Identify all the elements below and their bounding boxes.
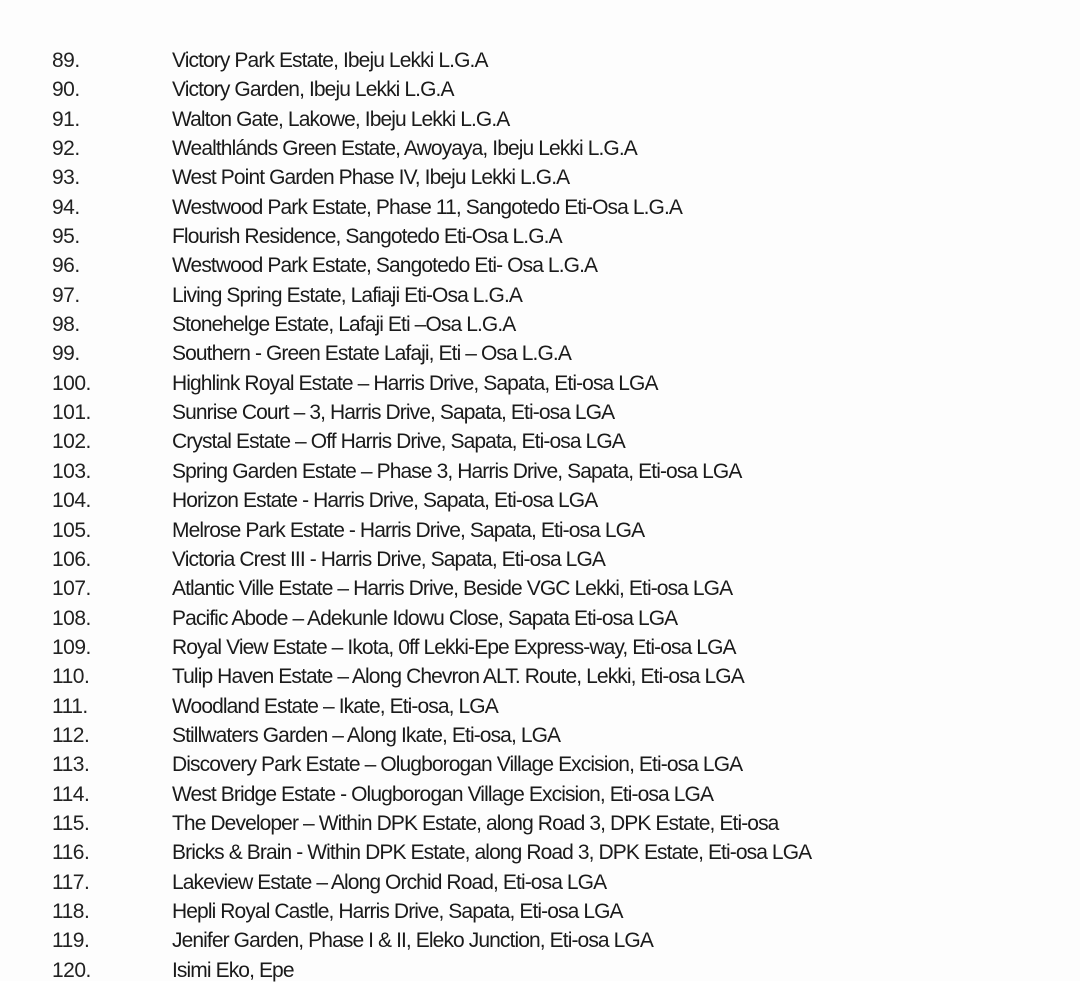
list-item	[0, 281, 1080, 310]
item-number: 99.	[52, 342, 80, 366]
item-number: 92.	[52, 137, 80, 161]
list-item	[0, 163, 1080, 192]
list-item	[0, 369, 1080, 398]
item-text: Stonehelge Estate, Lafaji Eti –Osa L.G.A	[172, 313, 516, 337]
list-item	[0, 222, 1080, 251]
item-number: 109.	[52, 635, 91, 659]
item-number: 106.	[52, 547, 91, 571]
item-number: 115.	[52, 811, 90, 835]
list-item	[0, 897, 1080, 926]
item-text: Victory Park Estate, Ibeju Lekki L.G.A	[172, 49, 488, 72]
item-number: 119.	[52, 929, 90, 953]
list-item	[0, 427, 1080, 456]
item-number: 108.	[52, 606, 91, 630]
item-number: 95.	[52, 225, 80, 249]
item-text: Westwood Park Estate, Sangotedo Eti- Osa L.G.A	[172, 254, 598, 278]
item-text: Flourish Residence, Sangotedo Eti-Osa L.G.A	[172, 225, 562, 249]
item-number: 104.	[52, 489, 91, 513]
list-item	[0, 662, 1080, 691]
item-number: 103.	[52, 459, 91, 483]
item-text: Westwood Park Estate, Phase 11, Sangotedo Eti-Osa L.G.A	[172, 195, 683, 219]
list-item	[0, 780, 1080, 809]
item-text: Hepli Royal Castle, Harris Drive, Sapata, Eti-osa LGA	[172, 899, 623, 923]
item-text: Royal View Estate – Ikota, 0ff Lekki-Epe Express-way, Eti-osa LGA	[172, 635, 736, 659]
list-item	[0, 75, 1080, 104]
item-text: Walton Gate, Lakowe, Ibeju Lekki L.G.A	[172, 107, 510, 131]
item-number: 89.	[52, 49, 80, 72]
item-number: 94.	[52, 195, 80, 219]
item-text: Lakeview Estate – Along Orchid Road, Eti-osa LGA	[172, 870, 607, 894]
item-number: 107.	[52, 577, 91, 601]
item-number: 118.	[52, 899, 90, 923]
list-item	[0, 574, 1080, 603]
list-item	[0, 339, 1080, 368]
item-text: Tulip Haven Estate – Along Chevron ALT. Route, Lekki, Eti-osa LGA	[172, 665, 744, 689]
item-text: Crystal Estate – Off Harris Drive, Sapata, Eti-osa LGA	[172, 430, 625, 454]
item-text: Isimi Eko, Epe	[172, 958, 294, 982]
item-text: Jenifer Garden, Phase I & II, Eleko Junction, Eti-osa LGA	[172, 929, 653, 953]
item-number: 101.	[52, 401, 91, 425]
item-number: 117.	[52, 870, 90, 894]
item-text: Pacific Abode – Adekunle Idowu Close, Sapata Eti-osa LGA	[172, 606, 678, 630]
list-item	[0, 692, 1080, 721]
item-text: Atlantic Ville Estate – Harris Drive, Beside VGC Lekki, Eti-osa LGA	[172, 577, 733, 601]
list-item	[0, 516, 1080, 545]
item-number: 91.	[52, 107, 80, 131]
list-item	[0, 545, 1080, 574]
item-text: Highlink Royal Estate – Harris Drive, Sapata, Eti-osa LGA	[172, 371, 658, 395]
item-text: Woodland Estate – Ikate, Eti-osa, LGA	[172, 694, 498, 718]
item-number: 113.	[52, 753, 90, 777]
list-item	[0, 926, 1080, 955]
item-text: Wealthlánds Green Estate, Awoyaya, Ibeju Lekki L.G.A	[172, 137, 637, 161]
item-number: 114.	[52, 782, 90, 806]
list-item	[0, 134, 1080, 163]
item-text: The Developer – Within DPK Estate, along Road 3, DPK Estate, Eti-osa	[172, 811, 779, 835]
item-number: 96.	[52, 254, 80, 278]
item-text: Southern - Green Estate Lafaji, Eti – Osa L.G.A	[172, 342, 571, 366]
item-text: Sunrise Court – 3, Harris Drive, Sapata, Eti-osa LGA	[172, 401, 615, 425]
item-text: Spring Garden Estate – Phase 3, Harris Drive, Sapata, Eti-osa LGA	[172, 459, 742, 483]
item-number: 93.	[52, 166, 80, 190]
item-text: Melrose Park Estate - Harris Drive, Sapata, Eti-osa LGA	[172, 518, 645, 542]
list-item	[0, 105, 1080, 134]
list-item	[0, 633, 1080, 662]
item-text: Bricks & Brain - Within DPK Estate, along Road 3, DPK Estate, Eti-osa LGA	[172, 841, 812, 865]
item-text: Horizon Estate - Harris Drive, Sapata, Eti-osa LGA	[172, 489, 598, 513]
list-item	[0, 251, 1080, 280]
item-number: 110.	[52, 665, 90, 689]
list-item	[0, 398, 1080, 427]
list-item	[0, 809, 1080, 838]
item-text: Stillwaters Garden – Along Ikate, Eti-osa, LGA	[172, 723, 561, 747]
item-text: Victory Garden, Ibeju Lekki L.G.A	[172, 78, 454, 102]
item-number: 98.	[52, 313, 80, 337]
list-item	[0, 310, 1080, 339]
item-text: Living Spring Estate, Lafiaji Eti-Osa L.G.A	[172, 283, 522, 307]
list-item	[0, 721, 1080, 750]
item-number: 112.	[52, 723, 90, 747]
list-item	[0, 838, 1080, 867]
list-item	[0, 46, 1080, 75]
item-text: West Point Garden Phase IV, Ibeju Lekki L.G.A	[172, 166, 570, 190]
item-number: 102.	[52, 430, 91, 454]
list-item	[0, 750, 1080, 779]
list-item	[0, 868, 1080, 897]
item-number: 90.	[52, 78, 80, 102]
item-number: 116.	[52, 841, 90, 865]
list-item	[0, 604, 1080, 633]
list-item	[0, 193, 1080, 222]
estate-list	[0, 46, 1080, 985]
list-item	[0, 486, 1080, 515]
item-number: 105.	[52, 518, 91, 542]
item-text: West Bridge Estate - Olugborogan Village Excision, Eti-osa LGA	[172, 782, 714, 806]
item-number: 120.	[52, 958, 91, 982]
item-number: 100.	[52, 371, 91, 395]
item-number: 111.	[52, 694, 88, 718]
item-number: 97.	[52, 283, 80, 307]
item-text: Victoria Crest III - Harris Drive, Sapata, Eti-osa LGA	[172, 547, 605, 571]
list-item	[0, 457, 1080, 486]
item-text: Discovery Park Estate – Olugborogan Village Excision, Eti-osa LGA	[172, 753, 743, 777]
